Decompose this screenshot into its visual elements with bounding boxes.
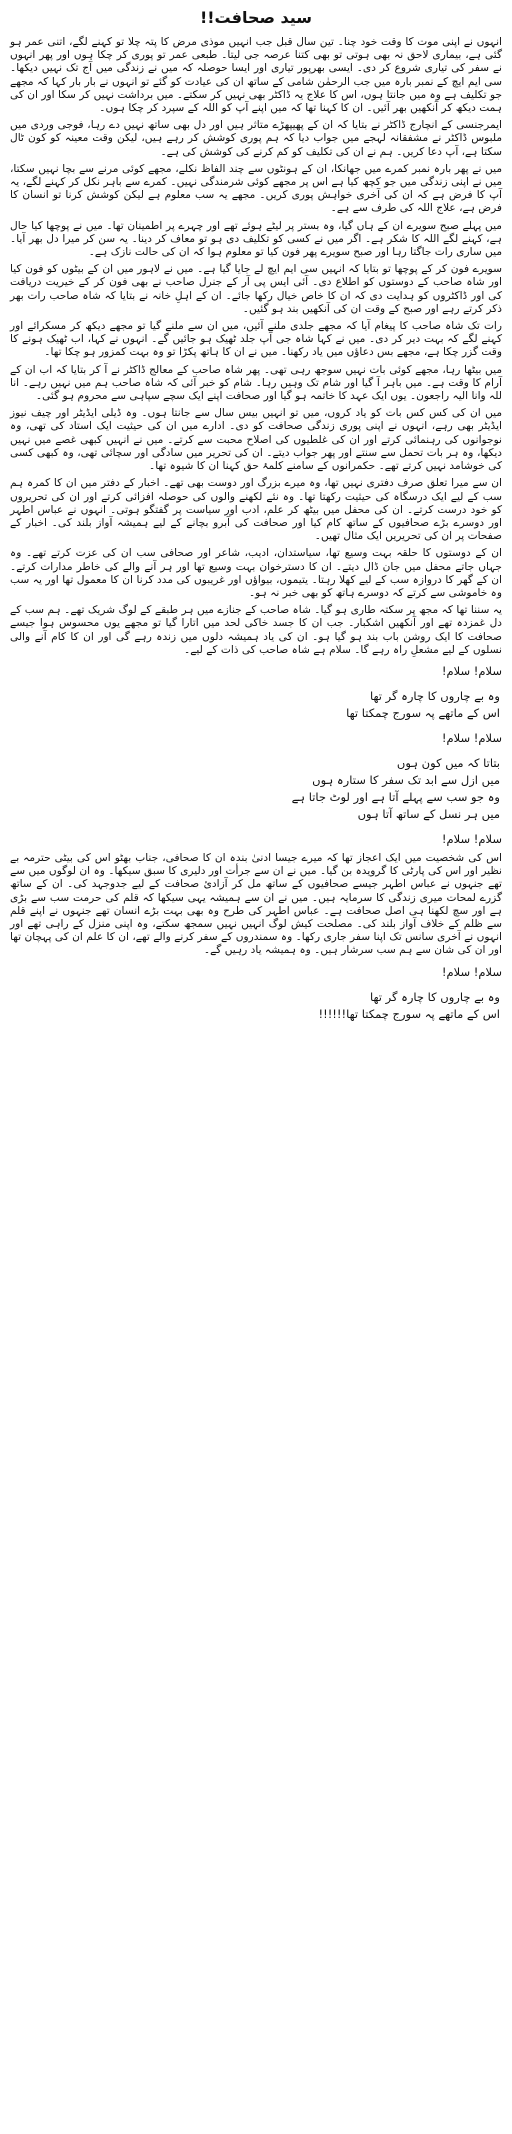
closing-paragraph: اس کی شخصیت میں ایک اعجاز تھا کہ میرے جیسا ادنیٰ بندہ ان کا صحافی، جناب بھٹو اس کی بیٹی حترمہ بے نظیر اور اس کی پارٹی کا گرویدہ بن گیا۔ میں نے ان سے جرأت اور دلیری کا سبق سیکھا۔ وہ ان لوگوں میں سے تھے جنہوں نے عباس اطہر جیسے صحافیوں کے ساتھ مل کر آزادیٔ صحافت کے لیے جدوجہد کی۔ ان کے ساتھ گزرے لمحات میری زندگی کا سرمایہ ہیں۔ میں نے ان سے ہمیشہ یہی سیکھا کہ قلم کی حرمت سب سے بڑی ہے اور سچ لکھنا ہی اصل صحافت ہے۔ عباس اطہر کی طرح وہ بھی بہت بڑے انسان تھے جنہوں نے اپنے قلم سے ظلم کے خلاف آواز بلند کی۔ مصلحت کیش لوگ انہیں نہیں سمجھ سکتے، وہ اپنی منزل کے راہی تھے اور انہوں نے آخری سانس تک اپنا سفر جاری رکھا۔ وہ سمندروں کے سفر کرنے والے تھے، ان کا علم ان کی پہچان تھا اور ان کی شان سے ہم سب سرشار ہیں۔ وہ ہمیشہ یاد رہیں گے۔ [10, 851, 502, 957]
salam-line: سلام! سلام! [441, 964, 502, 979]
article-title: سید صحافت!! [199, 8, 313, 27]
verse-line: میں ازل سے ابد تک سفر کا ستارہ ہوں [312, 772, 500, 787]
paragraph: میں نے پھر بارہ نمبر کمرے میں جھانکا، ان کے ہونٹوں سے چند الفاظ نکلے، مجھے کوئی مرنے سے بچا نہیں سکتا، میں نے اپنی زندگی میں جو کچھ کیا ہے اس پر مجھے کوئی شرمندگی نہیں۔ کمرے سے باہر نکل کر کہنے لگے، یہ آپ کا فرض ہے کہ ان کی آخری خواہش پوری کریں۔ مجھے یہ سب معلوم ہے لیکن کوشش کرنا تو انسان کا فرض ہے، علاج اللہ کی طرف سے ہے۔ [10, 162, 502, 215]
salam-line: سلام! سلام! [441, 831, 502, 846]
verse-line: اس کے ماتھے پہ سورج چمکتا تھا [346, 705, 500, 720]
paragraph: انہوں نے اپنی موت کا وقت خود چنا۔ تین سال قبل جب انہیں موذی مرض کا پتہ چلا تو کہنے لگے، اتنی عمر ہو گئی ہے، بیماری لاحق نہ بھی ہوتی تو بھی کتنا عرصہ جی لیتا۔ طبعی عمر تو پوری کر چکا ہوں اور پھر انہوں نے سفر کی تیاری شروع کر دی۔ ایسی بھرپور تیاری اور ایسا حوصلہ کہ میں نے زندگی میں آج تک نہیں دیکھا۔ سی ایم ایچ کے نمبر بارہ میں جب الرحمٰن شامی کے ساتھ ان کی عیادت کو گئے تو انہوں نے بار بار کہا کہ مجھے جو تکلیف ہے وہ میں جانتا ہوں، اس کا علاج یہ ڈاکٹر بھی نہیں کر سکتے۔ میں برداشت نہیں کر سکا اور ان کی ہمت دیکھ کر آنکھیں بھر آئیں۔ ان کا کہنا تھا کہ میں اپنے آپ کو اللہ کے سپرد کر چکا ہوں۔ [10, 36, 502, 115]
paragraph: میں بیٹھا رہا، مجھے کوئی بات نہیں سوجھ رہی تھی۔ پھر شاہ صاحب کے معالج ڈاکٹر نے آ کر بتایا کہ اب ان کے آرام کا وقت ہے۔ میں باہر آ گیا اور شام تک وہیں رہا۔ شام کو خبر آئی کہ شاہ صاحب ہم میں نہیں رہے۔ انا للہ وانا الیہ راجعون۔ یوں ایک عہد کا خاتمہ ہو گیا اور صحافت اپنے ایک سچے سپاہی سے محروم ہو گئی۔ [10, 363, 502, 403]
verse-line: وہ بے چاروں کا چارہ گر تھا [369, 688, 500, 703]
verse-block-2 [10, 755, 502, 823]
paragraph: ان کے دوستوں کا حلقہ بہت وسیع تھا، سیاستدان، ادیب، شاعر اور صحافی سب ان کی عزت کرتے تھے۔ وہ جہاں جاتے محفل میں جان ڈال دیتے۔ ان کا دسترخوان بہت وسیع تھا اور ہر آنے والے کی خاطر مدارات کرتے۔ ان کے گھر کا دروازہ سب کے لیے کھلا رہتا۔ یتیموں، بیواؤں اور غریبوں کی مدد کرنا ان کا معمول تھا اور یہ سب وہ خاموشی سے کرتے کہ دوسرے ہاتھ کو بھی خبر نہ ہو۔ [10, 547, 502, 599]
paragraph: میں پہلے صبح سویرے ان کے ہاں گیا، وہ بستر پر لیٹے ہوئے تھے اور چہرے پر اطمینان تھا۔ میں نے پوچھا کیا حال ہے، کہنے لگے اللہ کا شکر ہے۔ اگر میں نے کسی کو تکلیف دی ہو تو معاف کر دینا۔ یہ سن کر میرا دل بھر آیا۔ میں ساری رات جاگتا رہا اور صبح سویرے پھر فون کیا تو معلوم ہوا کہ ان کی حالت نازک ہے۔ [10, 219, 502, 259]
article-body [10, 36, 502, 657]
paragraph: ان سے میرا تعلق صرف دفتری نہیں تھا، وہ میرے بزرگ اور دوست بھی تھے۔ اخبار کے دفتر میں ان کا کمرہ ہم سب کے لیے ایک درسگاہ کی حیثیت رکھتا تھا۔ وہ نئے لکھنے والوں کی حوصلہ افزائی کرتے اور ان کی تحریروں کو خود درست کرتے۔ ان کی محفل میں بیٹھ کر علم، ادب اور سیاست پر گفتگو ہوتی۔ انہوں نے عباس اطہر اور دوسرے بڑے صحافیوں کے ساتھ کام کیا اور صحافت کی آبرو بچانے کے لیے ہمیشہ آواز بلند کی۔ اخبار کے صفحات پر ان کی تحریریں ایک مثال تھیں۔ [10, 477, 502, 543]
salam-line: سلام! سلام! [441, 663, 502, 678]
verse-line: وہ بے چاروں کا چارہ گر تھا [369, 989, 500, 1004]
verse-block-3 [10, 989, 502, 1023]
paragraph: سویرے فون کر کے پوچھا تو بتایا کہ انہیں سی ایم ایچ لے جایا گیا ہے۔ میں نے لاہور میں ان کے بیٹوں کو فون کیا اور شاہ صاحب کے دوستوں کو اطلاع دی۔ آئی ایس پی آر کے جنرل صاحب نے بھی فون کر کے خیریت دریافت کی اور ڈاکٹروں کو ہدایت دی کہ ان کا خاص خیال رکھا جائے۔ ان کے اہلِ خانہ نے بتایا کہ شاہ صاحب رات بھر ذکر کرتے رہے اور صبح کے وقت ان کی آنکھیں بند ہو گئیں۔ [10, 263, 502, 315]
paragraph: یہ سننا تھا کہ مجھ پر سکتہ طاری ہو گیا۔ شاہ صاحب کے جنازے میں ہر طبقے کے لوگ شریک تھے۔ ہم سب کے دل غمزدہ تھے اور آنکھیں اشکبار۔ جب ان کا جسد خاکی لحد میں اتارا گیا تو مجھے یوں محسوس ہوا جیسے صحافت کا ایک روشن باب بند ہو گیا ہو۔ ان کی یاد ہمیشہ دلوں میں زندہ رہے گی اور ان کا کام آنے والی نسلوں کے لیے مشعلِ راہ رہے گا۔ سلام ہے شاہ صاحب کی ذات کے لیے۔ [10, 604, 502, 656]
verse-line: وہ جو سب سے پہلے آتا ہے اور لوٹ جاتا ہے [291, 789, 500, 804]
salam-line: سلام! سلام! [441, 730, 502, 745]
paragraph: میں ان کی کس کس بات کو یاد کروں، میں تو انہیں بیس سال سے جانتا ہوں۔ وہ ڈیلی ایڈیٹر اور چیف نیوز ایڈیٹر بھی رہے، انہوں نے اپنی پوری زندگی صحافت کو دی۔ ادارے میں ان کی حیثیت ایک استاد کی تھی، وہ نوجوانوں کی رہنمائی کرتے اور ان کی غلطیوں کی اصلاح محبت سے کرتے۔ میں نے انہیں کبھی غصے میں نہیں دیکھا، وہ ہر بات تحمل سے سنتے اور پھر جواب دیتے۔ ان کی تحریر میں سادگی اور سچائی تھی، وہ کبھی کسی کی خوشامد نہیں کرتے تھے۔ حکمرانوں کے سامنے کلمۂ حق کہنا ان کا شیوہ تھا۔ [10, 407, 502, 473]
paragraph: ایمرجنسی کے انچارج ڈاکٹر نے بتایا کہ ان کے پھیپھڑے متاثر ہیں اور دل بھی ساتھ نہیں دے رہا، فوجی وردی میں ملبوس ڈاکٹر نے مشفقانہ لہجے میں جواب دیا کہ ہم پوری کوشش کر رہے ہیں، لیکن وقت معینہ کو کون ٹال سکتا ہے، آپ دعا کریں۔ ہم نے ان کی تکلیف کو کم کرنے کی کوشش کی ہے۔ [10, 119, 502, 158]
verse-line: اس کے ماتھے پہ سورج چمکتا تھا!!!!!! [318, 1006, 500, 1021]
verse-line: بتاتا کہ میں کون ہوں [396, 755, 500, 770]
verse-line: میں ہر نسل کے ساتھ آتا ہوں [357, 806, 500, 821]
verse-block-1 [10, 688, 502, 722]
paragraph: رات تک شاہ صاحب کا پیغام آیا کہ مجھے جلدی ملنے آئیں، میں ان سے ملنے گیا تو مجھے دیکھ کر مسکرائے اور کہنے لگے کہ بہت دیر کر دی۔ میں نے کہا شاہ جی آپ جلد ٹھیک ہو جائیں گے۔ انہوں نے کہا، اب ٹھیک ہونے کا وقت گزر چکا ہے، مجھے بس دعاؤں میں یاد رکھنا۔ میں نے ان کا ہاتھ پکڑا تو وہ بہت کمزور ہو چکا تھا۔ [10, 320, 502, 359]
